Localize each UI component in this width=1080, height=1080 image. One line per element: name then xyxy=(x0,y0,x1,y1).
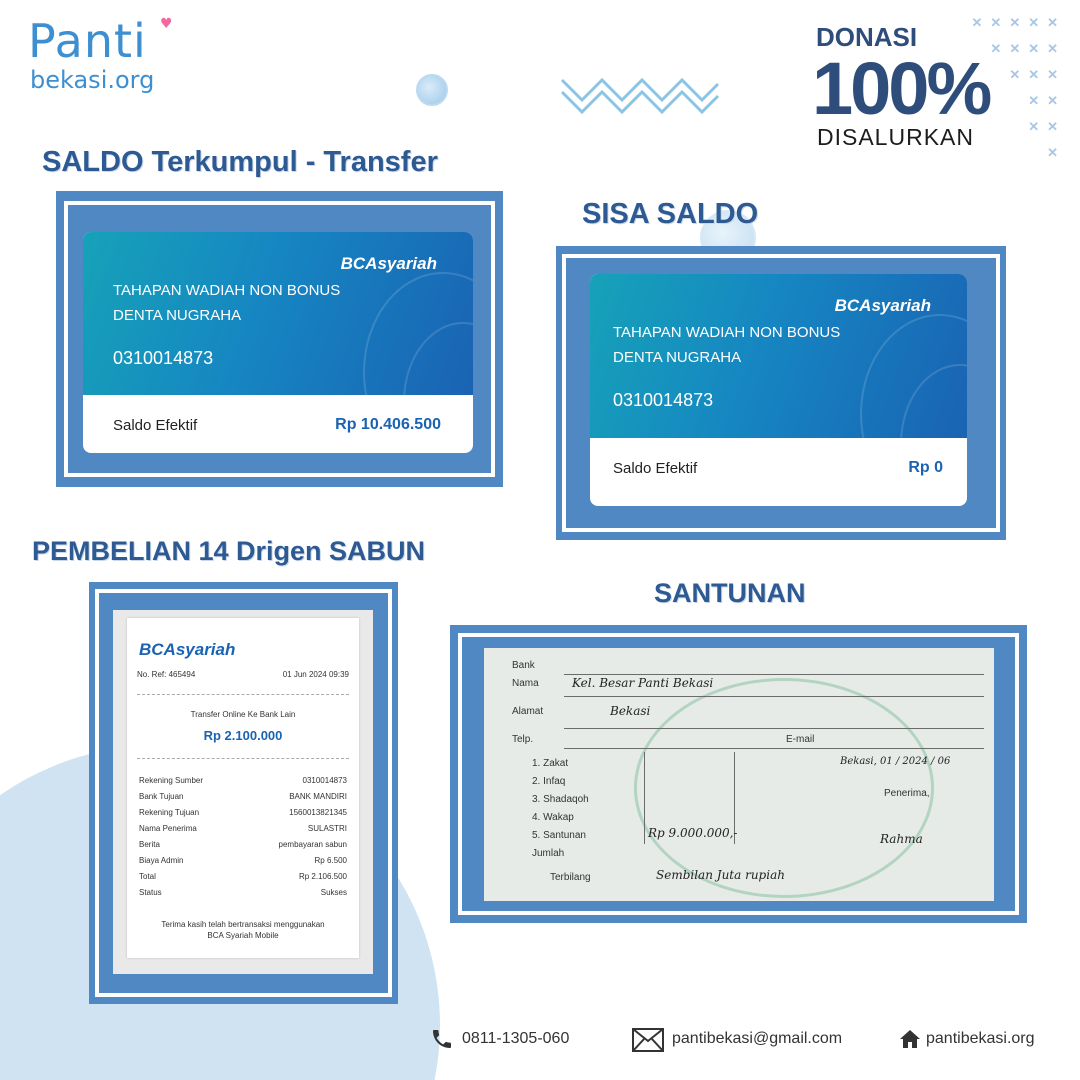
account-card xyxy=(590,274,967,506)
heading-sisa-saldo: SISA SALDO xyxy=(582,198,759,230)
frame-sisa-saldo xyxy=(556,246,1006,540)
receipt-row: Status Sukses xyxy=(139,888,347,897)
account-card xyxy=(83,232,473,453)
heading-saldo-terkumpul: SALDO Terkumpul - Transfer xyxy=(42,146,438,178)
bca-syariah-logo: BCAsyariah xyxy=(139,640,236,659)
handwritten-alamat: Bekasi xyxy=(610,704,651,718)
receipt-type: Transfer Online Ke Bank Lain xyxy=(190,710,296,719)
transfer-receipt xyxy=(127,618,359,958)
footer-email[interactable]: pantibekasi@gmail.com xyxy=(672,1030,843,1047)
logo-title: Panti xyxy=(28,14,147,68)
frame-santunan xyxy=(450,625,1027,923)
saldo-value: Rp 10.406.500 xyxy=(335,416,441,433)
santunan-receipt-photo: Bank Nama Kel. Besar Panti Bekasi Alamat Bekasi Telp. E-mail 1. Zakat 2. Infaq 3. Shadaqoh 4. Wakap 5. Santunan Rp 9.000.000,- Jumlah Terbilang Sembilan Juta rupiah Bekasi, 01 / 2024 / 06 Penerima, Rahma xyxy=(484,648,994,901)
account-number: 0310014873 xyxy=(113,348,214,368)
saldo-label: Saldo Efektif xyxy=(613,460,698,477)
receipt-row: Rekening Sumber 0310014873 xyxy=(139,776,347,785)
heading-santunan: SANTUNAN xyxy=(654,578,806,608)
mail-icon xyxy=(632,1028,664,1057)
account-holder: DENTA NUGRAHA xyxy=(113,307,242,324)
phone-icon xyxy=(430,1027,454,1057)
saldo-value: Rp 0 xyxy=(908,459,943,476)
donasi-percent: 100% xyxy=(812,47,990,130)
donasi-label: DONASI xyxy=(816,22,918,52)
receipt-row: Berita pembayaran sabun xyxy=(139,840,347,849)
frame-pembelian xyxy=(89,582,398,1004)
receipt-footer: BCA Syariah Mobile xyxy=(207,931,279,940)
handwritten-amount: Rp 9.000.000,- xyxy=(648,826,738,840)
account-product: TAHAPAN WADIAH NON BONUS xyxy=(113,282,341,299)
account-holder: DENTA NUGRAHA xyxy=(613,349,742,366)
home-icon xyxy=(899,1028,921,1055)
receipt-row: Nama Penerima SULASTRI xyxy=(139,824,347,833)
account-product: TAHAPAN WADIAH NON BONUS xyxy=(613,324,841,341)
zigzag-decoration xyxy=(560,74,720,116)
donasi-disalurkan: DISALURKAN xyxy=(817,124,974,150)
receipt-row: Bank Tujuan BANK MANDIRI xyxy=(139,792,347,801)
logo-subtitle: bekasi.org xyxy=(30,66,155,94)
heading-pembelian: PEMBELIAN 14 Drigen SABUN xyxy=(32,536,426,566)
receipt-row: Biaya Admin Rp 6.500 xyxy=(139,856,347,865)
bubble-decoration xyxy=(416,74,448,106)
signature: Rahma xyxy=(880,832,923,846)
receipt-row: Total Rp 2.106.500 xyxy=(139,872,347,881)
bca-syariah-logo: BCAsyariah xyxy=(340,254,437,273)
bca-syariah-logo: BCAsyariah xyxy=(834,296,931,315)
footer-website[interactable]: pantibekasi.org xyxy=(926,1030,1035,1047)
saldo-label: Saldo Efektif xyxy=(113,417,198,434)
handwritten-date: Bekasi, 01 / 2024 / 06 xyxy=(840,756,951,767)
receipt-row: Rekening Tujuan 1560013821345 xyxy=(139,808,347,817)
receipt-datetime: 01 Jun 2024 09:39 xyxy=(282,670,349,679)
x-pattern-decoration: ✕✕✕✕✕ ✕✕✕✕ ✕✕✕ ✕✕ ✕✕ ✕ xyxy=(971,15,1066,160)
handwritten-nama: Kel. Besar Panti Bekasi xyxy=(572,676,714,690)
receipt-ref: No. Ref: 465494 xyxy=(137,670,196,679)
frame-saldo-terkumpul xyxy=(56,191,503,487)
receipt-footer: Terima kasih telah bertransaksi menggunakan xyxy=(161,920,325,929)
account-number: 0310014873 xyxy=(613,390,714,410)
footer-phone: 0811-1305-060 xyxy=(462,1030,570,1047)
receipt-amount: Rp 2.100.000 xyxy=(203,728,283,743)
handwritten-terbilang: Sembilan Juta rupiah xyxy=(656,868,785,882)
heart-icon: ♥ xyxy=(160,16,173,32)
